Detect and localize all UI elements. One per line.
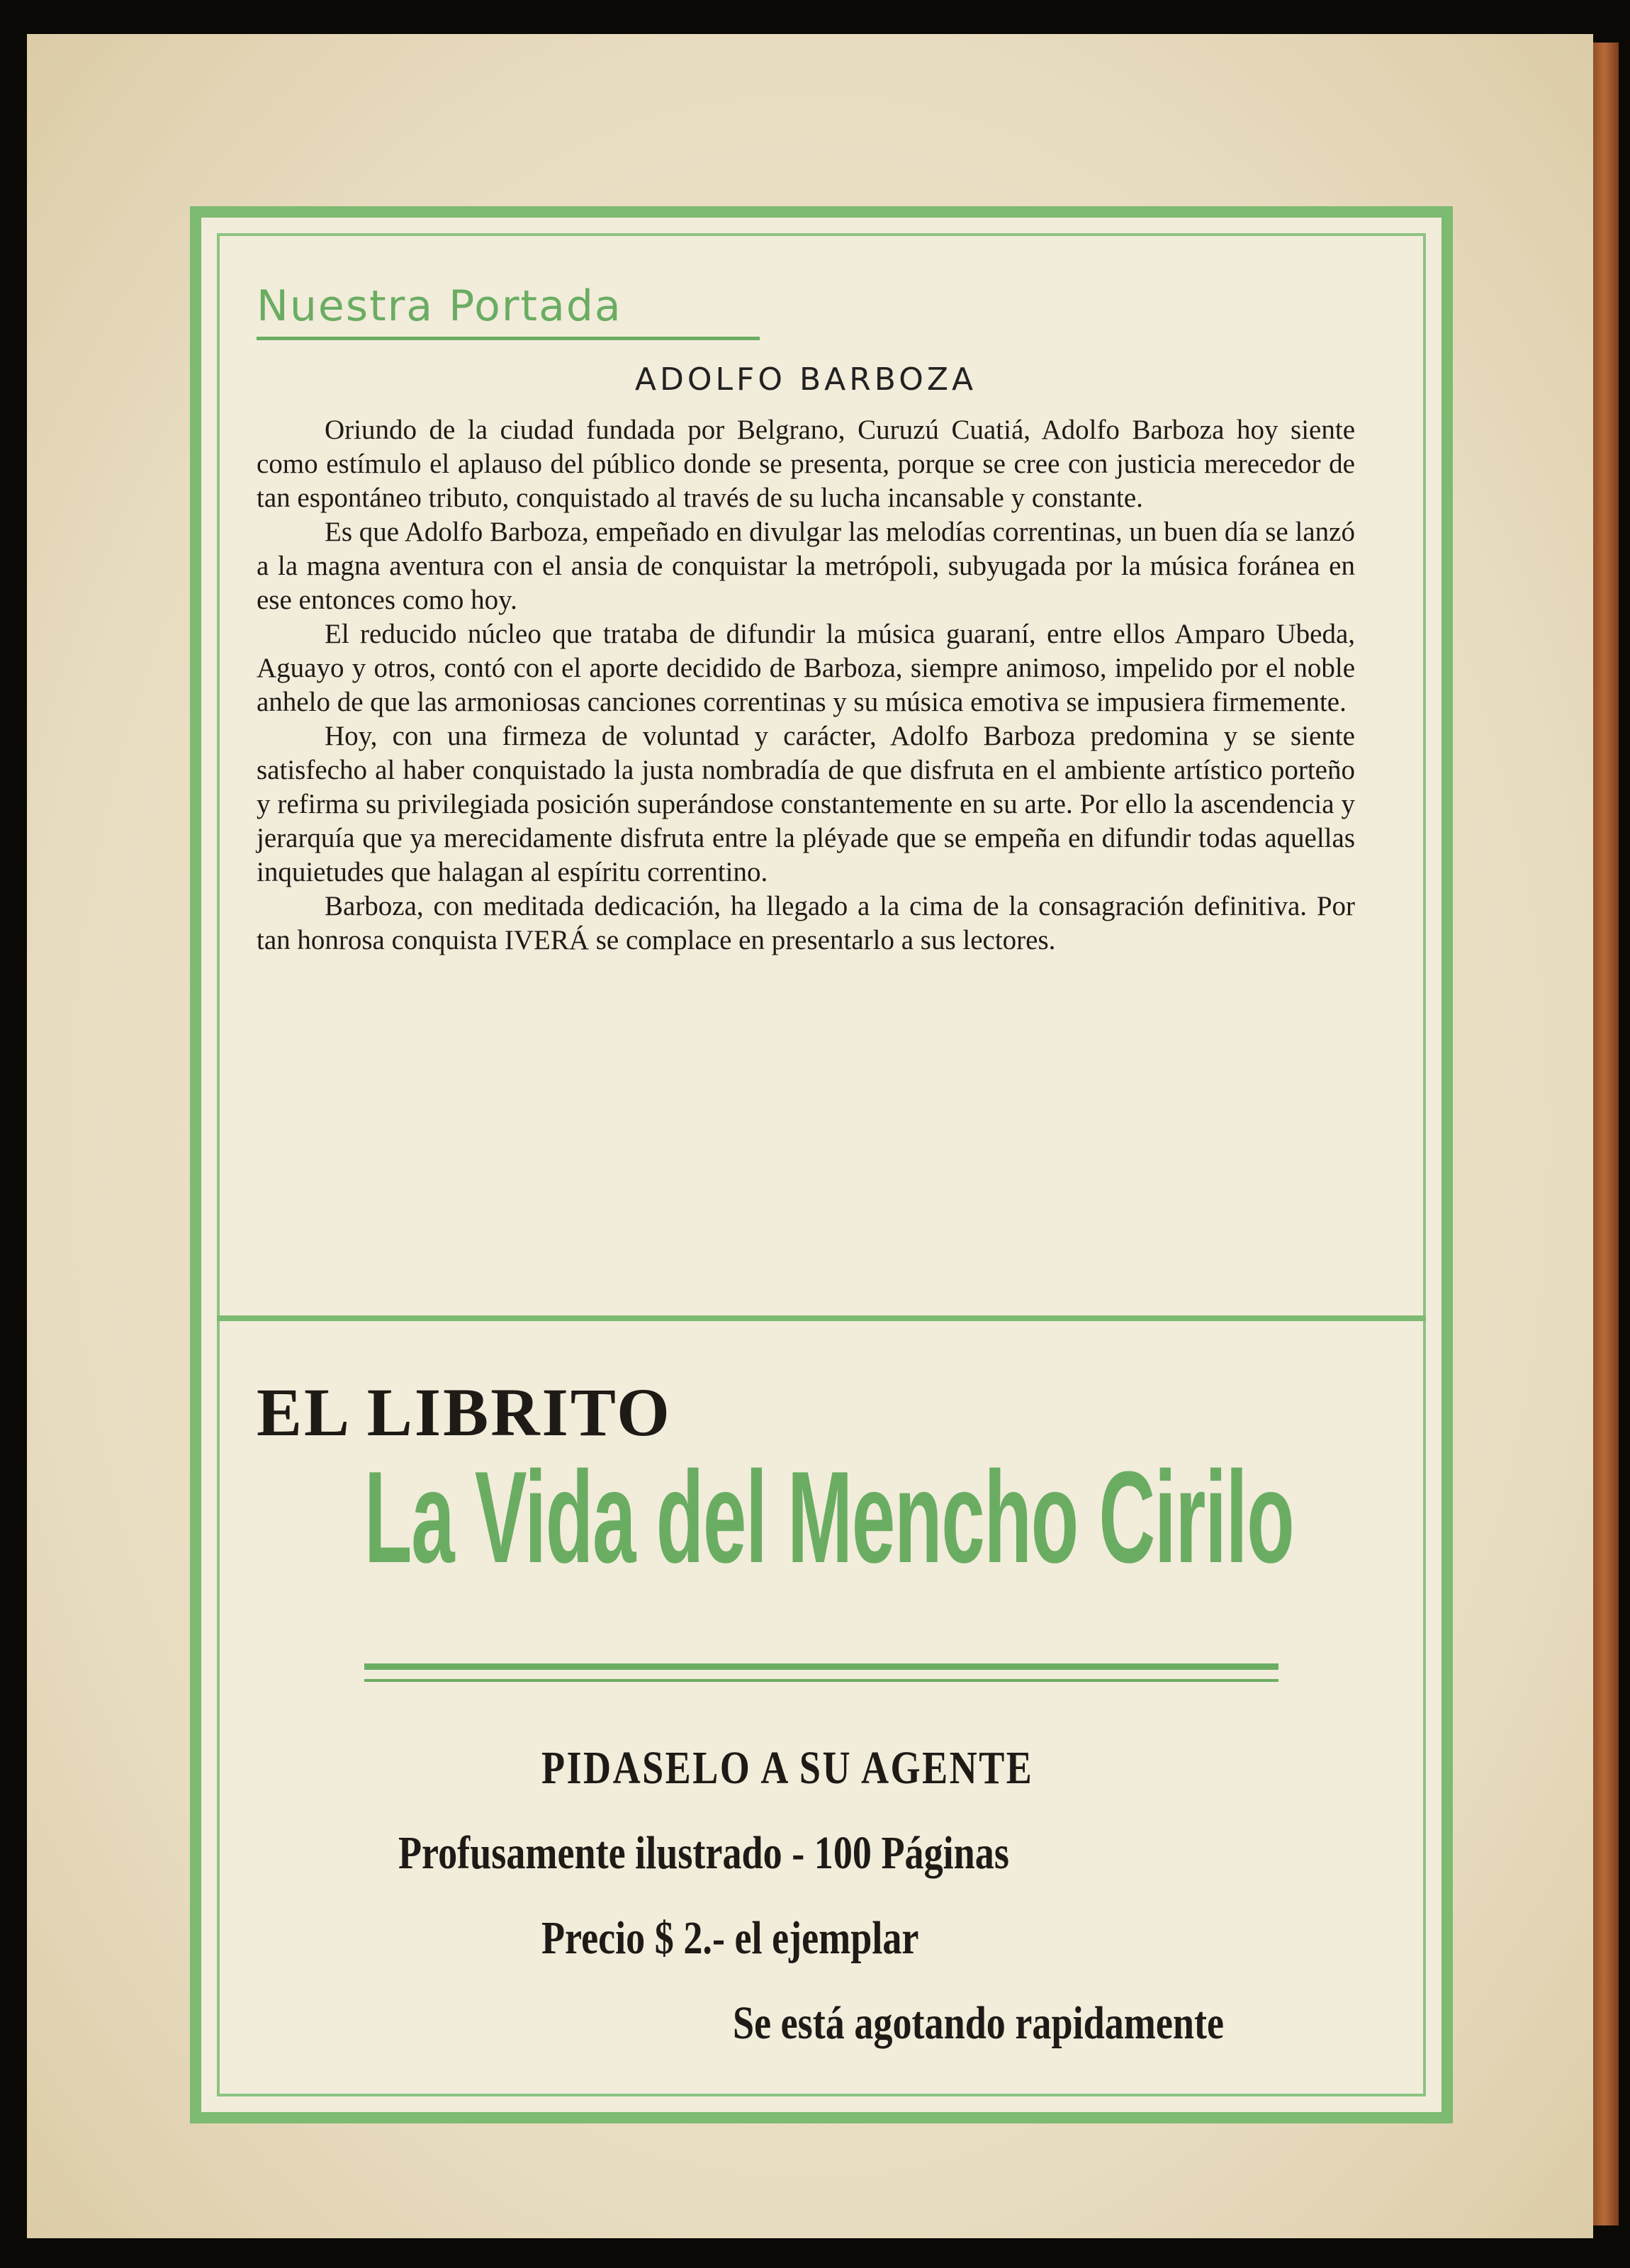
article-subtitle: ADOLFO BARBOZA: [634, 361, 977, 398]
scan-page-edge: [1590, 43, 1619, 2225]
article-paragraph-3: El reducido núcleo que trataba de difundir la música guaraní, entre ellos Amparo Ubeda, Aguayo y otros, contó con el aporte decidido de Barboza, siempre animoso, impelido por el noble anhelo de que las armoniosas canciones correntinas y su música emotiva se impusiera firmemente.: [257, 619, 1355, 717]
ad-book-title: La Vida del Mencho Cirilo: [364, 1444, 1294, 1590]
ad-line-agent: PIDASELO A SU AGENTE: [541, 1742, 1034, 1794]
title-underline: [364, 1663, 1278, 1670]
ad-line-stock: Se está agotando rapidamente: [733, 1997, 1225, 2049]
portada-section: [257, 281, 1355, 958]
green-border-frame: [190, 206, 1453, 2123]
ad-line-pages: Profusamente ilustrado - 100 Páginas: [398, 1827, 1009, 1879]
magazine-page: [27, 34, 1593, 2238]
article-paragraph-2: Es que Adolfo Barboza, empeñado en divulgar las melodías correntinas, un buen día se lanzó a la magna aventura con el ansia de conquistar la metrópoli, subyugada por la música foránea en ese entonces como hoy.: [257, 517, 1355, 615]
ad-heading: EL LIBRITO: [257, 1374, 672, 1450]
section-title: Nuestra Portada: [257, 281, 760, 340]
article-paragraph-4: Hoy, con una firmeza de voluntad y carácter, Adolfo Barboza predomina y se siente satisfecho al haber conquistado la justa nombradía de que disfruta en el ambiente artístico porteño y refirma su privilegiada posición superándose constantemente en su arte. Por ello la ascendencia y jerarquía que ya merecidamente disfruta entre la pléyade que se empeña en difundir todas aquellas inquietudes que halagan al espíritu correntino.: [257, 721, 1355, 887]
ad-line-price: Precio $ 2.- el ejemplar: [541, 1912, 919, 1964]
article-paragraph-1: Oriundo de la ciudad fundada por Belgrano, Curuzú Cuatiá, Adolfo Barboza hoy siente como estímulo el aplauso del público donde se presenta, porque se cree con justicia merecedor de tan espontáneo tributo, conquistado al través de su lucha incansable y constante.: [257, 415, 1355, 513]
title-underline-thin: [364, 1679, 1278, 1682]
article-paragraph-5: Barboza, con meditada dedicación, ha llegado a la cima de la consagración definitiva. Por tan honrosa conquista IVERÁ se complace en presentarlo a sus lectores.: [257, 891, 1355, 955]
section-divider: [217, 1315, 1426, 1321]
